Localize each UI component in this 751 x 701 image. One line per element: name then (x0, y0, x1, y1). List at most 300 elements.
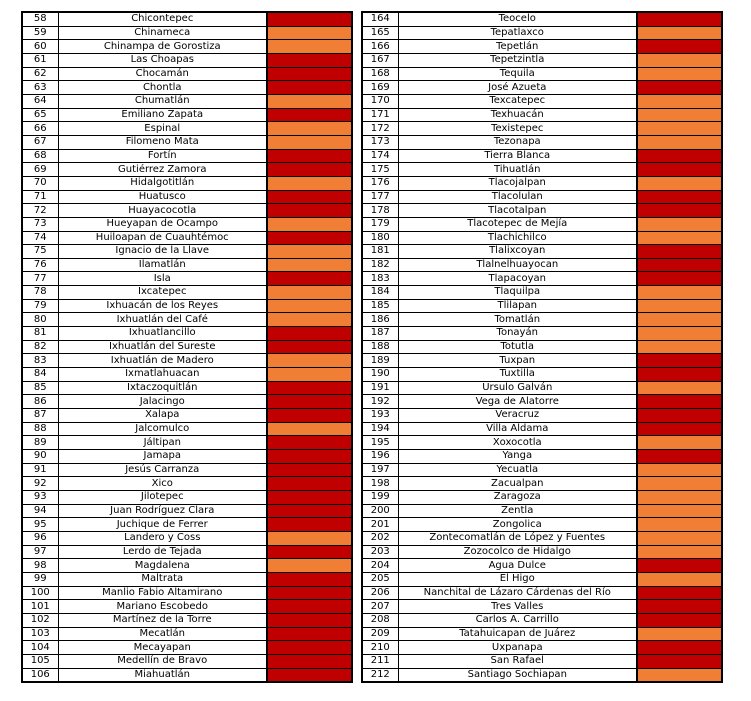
municipality-name: Tuxtilla (398, 368, 637, 382)
municipality-table-right (361, 11, 723, 683)
table-row (362, 518, 722, 532)
row-number: 64 (22, 94, 58, 108)
table-row (362, 395, 722, 409)
status-color-cell (637, 67, 722, 81)
row-number: 167 (362, 53, 398, 67)
row-number: 190 (362, 368, 398, 382)
row-number: 99 (22, 572, 58, 586)
municipality-name: Carlos A. Carrillo (398, 613, 637, 627)
status-color-cell (637, 231, 722, 245)
status-color-cell (267, 94, 352, 108)
table-row (22, 135, 352, 149)
municipality-name: Tezonapa (398, 135, 637, 149)
table-row (22, 327, 352, 341)
row-number: 95 (22, 518, 58, 532)
table-row (22, 463, 352, 477)
row-number: 175 (362, 163, 398, 177)
status-color-cell (637, 654, 722, 668)
status-color-cell (637, 545, 722, 559)
table-row (362, 40, 722, 54)
row-number: 78 (22, 286, 58, 300)
status-color-cell (267, 258, 352, 272)
municipality-name: Miahuatlán (58, 668, 267, 682)
row-number: 177 (362, 190, 398, 204)
municipality-name: Filomeno Mata (58, 135, 267, 149)
table-row (362, 26, 722, 40)
status-color-cell (637, 395, 722, 409)
row-number: 192 (362, 395, 398, 409)
municipality-name: Yanga (398, 450, 637, 464)
table-row (22, 450, 352, 464)
table-row (22, 299, 352, 313)
status-color-cell (637, 518, 722, 532)
status-color-cell (637, 176, 722, 190)
status-color-cell (267, 586, 352, 600)
status-color-cell (267, 108, 352, 122)
table-row (22, 613, 352, 627)
table-row (362, 190, 722, 204)
table-row (22, 122, 352, 136)
status-color-cell (267, 572, 352, 586)
table-row (362, 12, 722, 26)
table-row (22, 354, 352, 368)
municipality-name: Nanchital de Lázaro Cárdenas del Río (398, 586, 637, 600)
row-number: 211 (362, 654, 398, 668)
status-color-cell (267, 477, 352, 491)
municipality-name: Jilotepec (58, 490, 267, 504)
table-row (362, 504, 722, 518)
row-number: 183 (362, 272, 398, 286)
table-row (362, 545, 722, 559)
status-color-cell (267, 12, 352, 26)
row-number: 197 (362, 463, 398, 477)
municipality-name: Gutiérrez Zamora (58, 163, 267, 177)
row-number: 87 (22, 409, 58, 423)
municipality-name: Tlilapan (398, 299, 637, 313)
status-color-cell (267, 354, 352, 368)
municipality-name: Santiago Sochiapan (398, 668, 637, 682)
row-number: 80 (22, 313, 58, 327)
status-color-cell (267, 340, 352, 354)
municipality-name: Tlachichilco (398, 231, 637, 245)
table-row (22, 108, 352, 122)
table-row (362, 641, 722, 655)
municipality-name: Tatahuicapan de Juárez (398, 627, 637, 641)
row-number: 82 (22, 340, 58, 354)
status-color-cell (637, 258, 722, 272)
municipality-name: Zacualpan (398, 477, 637, 491)
municipality-name: Huayacocotla (58, 204, 267, 218)
table-row (22, 340, 352, 354)
table-row (362, 67, 722, 81)
municipality-name: Hueyapan de Ocampo (58, 217, 267, 231)
row-number: 191 (362, 381, 398, 395)
municipality-name: Xoxocotla (398, 436, 637, 450)
municipality-name: Juan Rodríguez Clara (58, 504, 267, 518)
municipality-name: Landero y Coss (58, 531, 267, 545)
table-row (22, 477, 352, 491)
status-color-cell (267, 381, 352, 395)
municipality-name: Martínez de la Torre (58, 613, 267, 627)
status-color-cell (267, 272, 352, 286)
table-row (362, 204, 722, 218)
row-number: 69 (22, 163, 58, 177)
row-number: 166 (362, 40, 398, 54)
status-color-cell (267, 545, 352, 559)
table-row (22, 409, 352, 423)
table-row (362, 94, 722, 108)
municipality-name: Tuxpan (398, 354, 637, 368)
municipality-name: El Higo (398, 572, 637, 586)
row-number: 106 (22, 668, 58, 682)
status-color-cell (267, 176, 352, 190)
status-color-cell (637, 613, 722, 627)
municipality-name: Isla (58, 272, 267, 286)
status-color-cell (267, 518, 352, 532)
row-number: 67 (22, 135, 58, 149)
row-number: 97 (22, 545, 58, 559)
status-color-cell (267, 463, 352, 477)
status-color-cell (267, 450, 352, 464)
table-row (362, 53, 722, 67)
municipality-name: Zaragoza (398, 490, 637, 504)
municipality-name: Tlaquilpa (398, 286, 637, 300)
table-row (22, 518, 352, 532)
row-number: 73 (22, 217, 58, 231)
municipality-name: José Azueta (398, 81, 637, 95)
row-number: 179 (362, 217, 398, 231)
municipality-name: Tihuatlán (398, 163, 637, 177)
municipality-name: Tlacojalpan (398, 176, 637, 190)
municipality-name: Ixcatepec (58, 286, 267, 300)
municipality-name: Totutla (398, 340, 637, 354)
table-row (22, 627, 352, 641)
municipality-name: Jesús Carranza (58, 463, 267, 477)
table-row (362, 450, 722, 464)
municipality-name: Xalapa (58, 409, 267, 423)
row-number: 89 (22, 436, 58, 450)
status-color-cell (267, 67, 352, 81)
row-number: 186 (362, 313, 398, 327)
table-row (22, 26, 352, 40)
row-number: 75 (22, 245, 58, 259)
status-color-cell (637, 627, 722, 641)
municipality-name: Ignacio de la Llave (58, 245, 267, 259)
status-color-cell (637, 381, 722, 395)
row-number: 66 (22, 122, 58, 136)
municipality-name: Yecuatla (398, 463, 637, 477)
municipality-table-left (21, 11, 353, 683)
table-row (362, 299, 722, 313)
status-color-cell (267, 409, 352, 423)
municipality-name: Agua Dulce (398, 559, 637, 573)
status-color-cell (637, 190, 722, 204)
municipality-name: Magdalena (58, 559, 267, 573)
row-number: 74 (22, 231, 58, 245)
municipality-name: Medellín de Bravo (58, 654, 267, 668)
table-row (22, 381, 352, 395)
row-number: 100 (22, 586, 58, 600)
row-number: 176 (362, 176, 398, 190)
status-color-cell (637, 422, 722, 436)
table-row (22, 572, 352, 586)
row-number: 209 (362, 627, 398, 641)
status-color-cell (637, 299, 722, 313)
municipality-name: Teocelo (398, 12, 637, 26)
table-row (362, 108, 722, 122)
row-number: 205 (362, 572, 398, 586)
status-color-cell (267, 395, 352, 409)
table-row (22, 668, 352, 682)
status-color-cell (637, 327, 722, 341)
table-row (362, 381, 722, 395)
row-number: 104 (22, 641, 58, 655)
municipality-name: Espinal (58, 122, 267, 136)
status-color-cell (637, 313, 722, 327)
row-number: 96 (22, 531, 58, 545)
table-row (22, 286, 352, 300)
status-color-cell (267, 313, 352, 327)
row-number: 60 (22, 40, 58, 54)
municipality-name: Hidalgotitlán (58, 176, 267, 190)
status-color-cell (267, 286, 352, 300)
table-row (362, 436, 722, 450)
row-number: 164 (362, 12, 398, 26)
table-row (22, 422, 352, 436)
status-color-cell (267, 627, 352, 641)
table-row (22, 641, 352, 655)
municipality-name: Tlacolulan (398, 190, 637, 204)
status-color-cell (637, 94, 722, 108)
status-color-cell (637, 368, 722, 382)
municipality-name: Ixhuacán de los Reyes (58, 299, 267, 313)
table-row (362, 477, 722, 491)
row-number: 212 (362, 668, 398, 682)
municipality-name: Mecatlán (58, 627, 267, 641)
municipality-name: Ixhuatlán de Madero (58, 354, 267, 368)
row-number: 90 (22, 450, 58, 464)
status-color-cell (267, 436, 352, 450)
table-row (22, 176, 352, 190)
status-color-cell (637, 586, 722, 600)
row-number: 62 (22, 67, 58, 81)
row-number: 92 (22, 477, 58, 491)
table-row (362, 313, 722, 327)
table-row (362, 354, 722, 368)
table-row (22, 231, 352, 245)
row-number: 185 (362, 299, 398, 313)
table-row (362, 613, 722, 627)
row-number: 204 (362, 559, 398, 573)
row-number: 84 (22, 368, 58, 382)
municipality-name: Chocamán (58, 67, 267, 81)
status-color-cell (637, 354, 722, 368)
municipality-name: Juchique de Ferrer (58, 518, 267, 532)
status-color-cell (267, 135, 352, 149)
municipality-name: Jalcomulco (58, 422, 267, 436)
municipality-name: Veracruz (398, 409, 637, 423)
table-row (22, 53, 352, 67)
table-row (22, 313, 352, 327)
row-number: 105 (22, 654, 58, 668)
table-row (362, 409, 722, 423)
status-color-cell (637, 108, 722, 122)
status-color-cell (267, 217, 352, 231)
municipality-name: Maltrata (58, 572, 267, 586)
row-number: 198 (362, 477, 398, 491)
municipality-name: Xico (58, 477, 267, 491)
table-row (22, 654, 352, 668)
row-number: 180 (362, 231, 398, 245)
table-row (362, 654, 722, 668)
row-number: 170 (362, 94, 398, 108)
municipality-name: Tonayán (398, 327, 637, 341)
table-row (362, 327, 722, 341)
row-number: 93 (22, 490, 58, 504)
row-number: 207 (362, 600, 398, 614)
table-row (22, 245, 352, 259)
municipality-name: Tomatlán (398, 313, 637, 327)
municipality-name: Tres Valles (398, 600, 637, 614)
row-number: 168 (362, 67, 398, 81)
row-number: 194 (362, 422, 398, 436)
status-color-cell (267, 504, 352, 518)
status-color-cell (637, 559, 722, 573)
row-number: 98 (22, 559, 58, 573)
table-row (22, 94, 352, 108)
municipality-name: Ixhuatlán del Café (58, 313, 267, 327)
municipality-name: Chinampa de Gorostiza (58, 40, 267, 54)
municipality-name: Jáltipan (58, 436, 267, 450)
status-color-cell (267, 231, 352, 245)
status-color-cell (637, 40, 722, 54)
table-row (22, 368, 352, 382)
status-color-cell (267, 122, 352, 136)
table-row (362, 668, 722, 682)
status-color-cell (637, 477, 722, 491)
table-row (362, 340, 722, 354)
table-body-right (362, 12, 722, 682)
status-color-cell (637, 600, 722, 614)
table-row (22, 163, 352, 177)
municipality-name: Ixhuatlancillo (58, 327, 267, 341)
table-row (22, 504, 352, 518)
status-color-cell (637, 135, 722, 149)
status-color-cell (637, 163, 722, 177)
row-number: 187 (362, 327, 398, 341)
table-row (22, 217, 352, 231)
municipality-name: Tlacotalpan (398, 204, 637, 218)
row-number: 172 (362, 122, 398, 136)
row-number: 171 (362, 108, 398, 122)
table-row (22, 81, 352, 95)
row-number: 203 (362, 545, 398, 559)
municipality-name: Jamapa (58, 450, 267, 464)
table-row (22, 490, 352, 504)
status-color-cell (637, 450, 722, 464)
table-row (362, 149, 722, 163)
table-row (362, 627, 722, 641)
municipality-name: Emiliano Zapata (58, 108, 267, 122)
status-color-cell (637, 504, 722, 518)
row-number: 85 (22, 381, 58, 395)
table-row (22, 204, 352, 218)
municipality-name: Tlalnelhuayocan (398, 258, 637, 272)
status-color-cell (267, 299, 352, 313)
row-number: 210 (362, 641, 398, 655)
table-row (22, 149, 352, 163)
status-color-cell (267, 613, 352, 627)
municipality-name: Huiloapan de Cuauhtémoc (58, 231, 267, 245)
status-color-cell (637, 436, 722, 450)
row-number: 193 (362, 409, 398, 423)
table-row (362, 586, 722, 600)
municipality-name: Vega de Alatorre (398, 395, 637, 409)
municipality-name: Tequila (398, 67, 637, 81)
row-number: 178 (362, 204, 398, 218)
table-row (362, 135, 722, 149)
table-row (362, 258, 722, 272)
row-number: 206 (362, 586, 398, 600)
table-row (362, 122, 722, 136)
municipality-name: Mecayapan (58, 641, 267, 655)
row-number: 63 (22, 81, 58, 95)
table-row (22, 272, 352, 286)
municipality-name: Tierra Blanca (398, 149, 637, 163)
municipality-name: Chicontepec (58, 12, 267, 26)
row-number: 68 (22, 149, 58, 163)
table-row (362, 559, 722, 573)
row-number: 181 (362, 245, 398, 259)
municipality-name: Manlio Fabio Altamirano (58, 586, 267, 600)
row-number: 70 (22, 176, 58, 190)
row-number: 65 (22, 108, 58, 122)
table-row (22, 67, 352, 81)
table-row (362, 422, 722, 436)
status-color-cell (267, 600, 352, 614)
status-color-cell (637, 217, 722, 231)
row-number: 195 (362, 436, 398, 450)
status-color-cell (267, 81, 352, 95)
row-number: 169 (362, 81, 398, 95)
municipality-name: Texistepec (398, 122, 637, 136)
status-color-cell (637, 409, 722, 423)
municipality-name: Mariano Escobedo (58, 600, 267, 614)
municipality-name: Tepetzintla (398, 53, 637, 67)
row-number: 184 (362, 286, 398, 300)
municipality-name: Villa Aldama (398, 422, 637, 436)
municipality-name: Chinameca (58, 26, 267, 40)
table-row (362, 163, 722, 177)
table-row (362, 490, 722, 504)
row-number: 59 (22, 26, 58, 40)
municipality-name: Tlalixcoyan (398, 245, 637, 259)
row-number: 81 (22, 327, 58, 341)
table-row (22, 436, 352, 450)
status-color-cell (637, 641, 722, 655)
status-color-cell (637, 12, 722, 26)
row-number: 88 (22, 422, 58, 436)
row-number: 71 (22, 190, 58, 204)
row-number: 77 (22, 272, 58, 286)
status-color-cell (267, 190, 352, 204)
table-row (22, 190, 352, 204)
municipality-name: Uxpanapa (398, 641, 637, 655)
municipality-name: Texhuacán (398, 108, 637, 122)
table-row (362, 286, 722, 300)
municipality-name: Chumatlán (58, 94, 267, 108)
municipality-name: Zentla (398, 504, 637, 518)
